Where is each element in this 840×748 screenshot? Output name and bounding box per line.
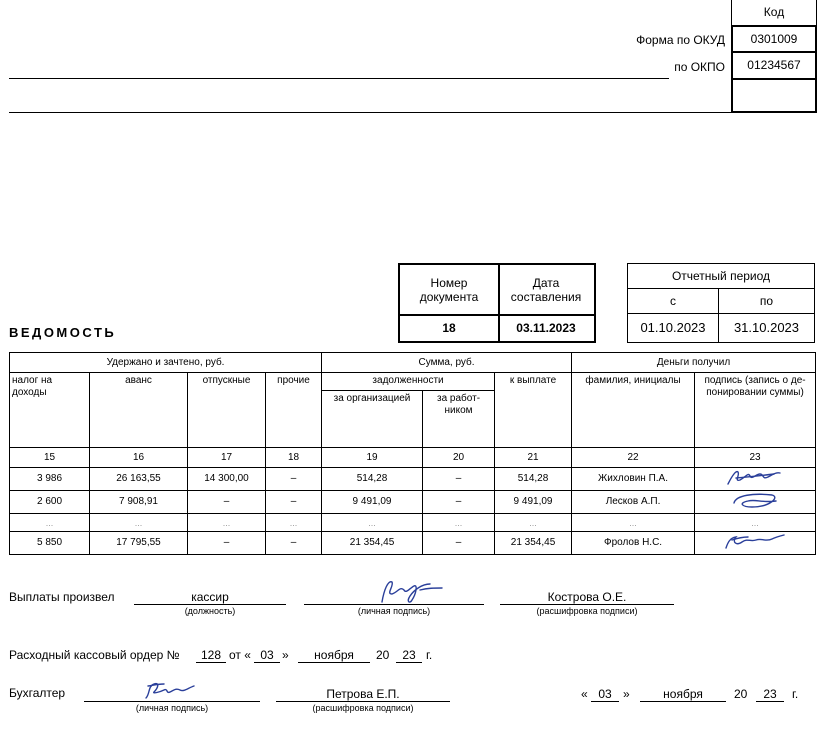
sub-debt: задолженности xyxy=(322,373,495,391)
cell-name: Лесков А.П. xyxy=(572,491,695,514)
signature-2 xyxy=(696,491,814,509)
num-23: 23 xyxy=(695,448,816,468)
cell-name: Фролов Н.С. xyxy=(572,532,695,555)
date-open-quote: « xyxy=(581,687,588,701)
cell-tax: 2 600 xyxy=(10,491,90,514)
acc-year-prefix: 20 xyxy=(734,687,748,701)
cell-vacation: – xyxy=(188,491,266,514)
acc-month: ноября xyxy=(640,687,726,702)
paid-label: Выплаты произвел xyxy=(9,590,115,604)
empty-code-cell xyxy=(731,79,817,113)
accountant-signature xyxy=(140,680,200,702)
accountant-label: Бухгалтер xyxy=(9,686,66,700)
cell-signature xyxy=(695,491,816,514)
col-vacation: отпускные xyxy=(188,373,266,448)
col-tax: налог на доходы xyxy=(10,373,90,448)
cashier-signature xyxy=(370,576,450,606)
order-year-suffix: г. xyxy=(426,648,433,662)
col-sign: подпись (запись о де-понировании суммы) xyxy=(695,373,816,448)
order-from: от « xyxy=(229,648,251,662)
doc-number: 18 xyxy=(398,314,500,343)
num-22: 22 xyxy=(572,448,695,468)
cell-other: – xyxy=(266,491,322,514)
date-header: Дата составления xyxy=(498,263,596,316)
num-15: 15 xyxy=(10,448,90,468)
table-row xyxy=(10,514,816,532)
cell-other: – xyxy=(266,468,322,491)
num-20: 20 xyxy=(423,448,495,468)
cell-worker: – xyxy=(423,491,495,514)
cell-org: ... xyxy=(322,514,423,532)
cell-tax: 3 986 xyxy=(10,468,90,491)
cell-signature xyxy=(695,468,816,491)
num-16: 16 xyxy=(90,448,188,468)
okud-value: 0301009 xyxy=(731,25,817,53)
doc-title: ВЕДОМОСТЬ xyxy=(9,325,117,340)
cell-payout: 21 354,45 xyxy=(495,532,572,555)
okud-label: Форма по ОКУД xyxy=(636,33,725,47)
cell-signature: ... xyxy=(695,514,816,532)
cell-tax: ... xyxy=(10,514,90,532)
cell-vacation: – xyxy=(188,532,266,555)
cell-payout: 514,28 xyxy=(495,468,572,491)
payroll-table xyxy=(9,352,816,555)
order-number: 128 xyxy=(196,648,226,663)
col-worker: за работ-ником xyxy=(423,391,495,448)
order-year-prefix: 20 xyxy=(376,648,390,662)
cell-advance: 26 163,55 xyxy=(90,468,188,491)
num-21: 21 xyxy=(495,448,572,468)
order-label: Расходный кассовый ордер № xyxy=(9,648,180,662)
position-caption: (должность) xyxy=(184,606,236,616)
cell-payout: ... xyxy=(495,514,572,532)
group-sum: Сумма, руб. xyxy=(322,353,572,373)
col-advance: аванс xyxy=(90,373,188,448)
doc-date: 03.11.2023 xyxy=(498,314,596,343)
cell-other: ... xyxy=(266,514,322,532)
cell-org: 514,28 xyxy=(322,468,423,491)
signature-1 xyxy=(696,468,814,486)
cell-name: Жихловин П.А. xyxy=(572,468,695,491)
sign-caption: (личная подпись) xyxy=(357,606,431,616)
order-month: ноября xyxy=(298,648,370,663)
cell-org: 9 491,09 xyxy=(322,491,423,514)
col-payout: к выплате xyxy=(495,373,572,448)
cell-vacation: 14 300,00 xyxy=(188,468,266,491)
col-org: за организацией xyxy=(322,391,423,448)
group-withheld: Удержано и зачтено, руб. xyxy=(10,353,322,373)
period-to: 31.10.2023 xyxy=(718,313,815,343)
col-other: прочие xyxy=(266,373,322,448)
table-row xyxy=(10,491,816,514)
acc-year: 23 xyxy=(756,687,784,702)
cell-worker: – xyxy=(423,532,495,555)
cell-name: ... xyxy=(572,514,695,532)
decode-caption: (расшифровка подписи) xyxy=(536,606,638,616)
cell-advance: 7 908,91 xyxy=(90,491,188,514)
cell-advance: 17 795,55 xyxy=(90,532,188,555)
period-header: Отчетный период xyxy=(627,263,815,289)
cell-other: – xyxy=(266,532,322,555)
cell-vacation: ... xyxy=(188,514,266,532)
period-to-label: по xyxy=(718,288,815,314)
okpo-label: по ОКПО xyxy=(674,60,725,74)
col-name: фамилия, инициалы xyxy=(572,373,695,448)
cell-worker: – xyxy=(423,468,495,491)
cashier-name: Кострова О.Е. xyxy=(500,590,674,605)
group-money: Деньги получил xyxy=(572,353,816,373)
code-header: Код xyxy=(731,0,817,26)
division-line xyxy=(9,112,731,113)
signature-3 xyxy=(696,532,814,550)
period-from-label: с xyxy=(627,288,719,314)
period-from: 01.10.2023 xyxy=(627,313,719,343)
accountant-sign-caption: (личная подпись) xyxy=(135,703,209,713)
table-row xyxy=(10,468,816,491)
acc-year-suffix: г. xyxy=(792,687,799,701)
org-name-line xyxy=(9,78,669,79)
accountant-name: Петрова Е.П. xyxy=(276,687,450,702)
date-close-quote: » xyxy=(623,687,630,701)
cell-signature xyxy=(695,532,816,555)
cell-tax: 5 850 xyxy=(10,532,90,555)
num-17: 17 xyxy=(188,448,266,468)
cell-worker: ... xyxy=(423,514,495,532)
order-close-quote: » xyxy=(282,648,289,662)
table-row xyxy=(10,532,816,555)
number-header: Номер документа xyxy=(398,263,500,316)
num-18: 18 xyxy=(266,448,322,468)
cashier-position: кассир xyxy=(134,590,286,605)
okpo-value: 01234567 xyxy=(731,52,817,80)
order-day: 03 xyxy=(254,648,280,663)
acc-day: 03 xyxy=(591,687,619,702)
accountant-decode-caption: (расшифровка подписи) xyxy=(312,703,414,713)
cell-advance: ... xyxy=(90,514,188,532)
order-year: 23 xyxy=(396,648,422,663)
num-19: 19 xyxy=(322,448,423,468)
cell-org: 21 354,45 xyxy=(322,532,423,555)
cell-payout: 9 491,09 xyxy=(495,491,572,514)
